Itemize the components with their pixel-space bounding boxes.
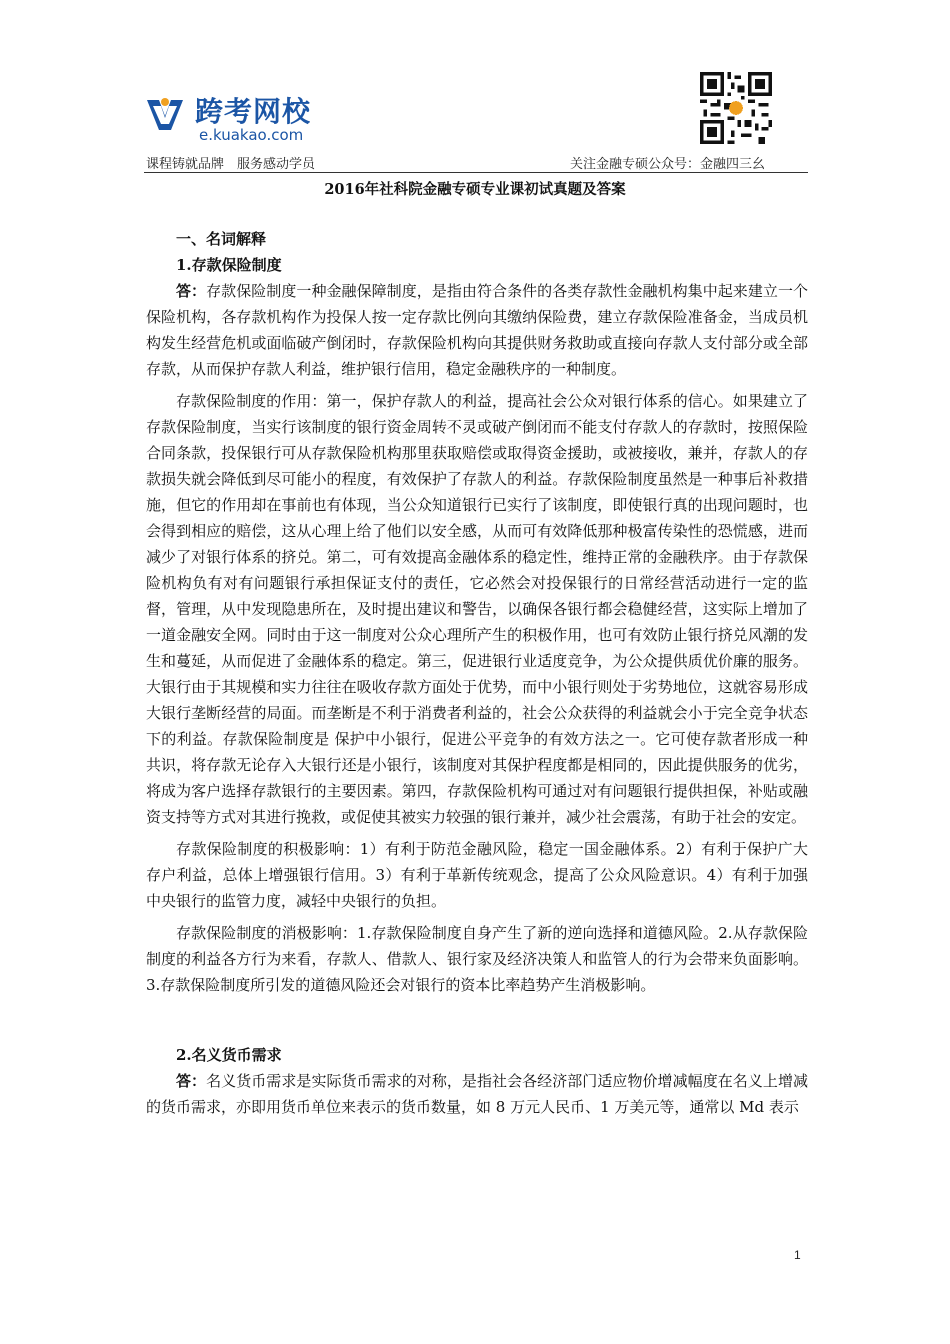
paragraph-negative-effects: 存款保险制度的消极影响：1.存款保险制度自身产生了新的逆向选择和道德风险。2.从存款保险制度的利益各方行为来看，存款人、借款人、银行家及经济决策人和监管人的行为会带来负面影响。3.存款保险制度所引发的道德风险还会对银行的资本比率趋势产生消极影响。	[146, 924, 808, 994]
answer-label: 答：	[176, 1072, 207, 1090]
answer-label: 答：	[176, 282, 207, 300]
qr-code-icon	[700, 72, 772, 144]
answer-text: 名义货币需求是实际货币需求的对称，是指社会各经济部门适应物价增减幅度在名义上增减的货币需求，亦即用货币单位来表示的货币数量，如 8 万元人民币、1 万美元等，通常以 Md 表示	[146, 1072, 808, 1116]
term-title-deposit-insurance: 1.存款保险制度	[176, 256, 282, 274]
header-divider	[144, 172, 808, 173]
header-slogan: 课程铸就品牌 服务感动学员	[146, 157, 316, 172]
answer-paragraph	[146, 278, 808, 382]
section-heading: 一、名词解释	[176, 230, 267, 248]
brand-logo	[143, 86, 343, 150]
answer-paragraph	[146, 1068, 808, 1120]
brand-url: e.kuakao.com	[199, 126, 304, 144]
header-follow-note: 关注金融专硕公众号：金融四三幺	[570, 157, 766, 172]
document-title: 2016年社科院金融专硕专业课初试真题及答案	[324, 181, 626, 198]
brand-name: 跨考网校	[195, 95, 312, 128]
kuakao-logo-icon	[143, 94, 187, 138]
document-body	[146, 226, 808, 1120]
term-title-nominal-money-demand: 2.名义货币需求	[176, 1046, 282, 1064]
paragraph-functions: 存款保险制度的作用：第一，保护存款人的利益，提高社会公众对银行体系的信心。如果建立了存款保险制度，当实行该制度的银行资金周转不灵或破产倒闭而不能支付存款人的存款时，按照保险合同条款，投保银行可从存款保险机构那里获取赔偿或取得资金援助，或被接收，兼并，存款人的存款损失就会降低到尽可能小的程度，有效保护了存款人的利益。存款保险制度虽然是一种事后补救措施，但它的作用却在事前也有体现，当公众知道银行已实行了该制度，即使银行真的出现问题时，也会得到相应的赔偿，这从心理上给了他们以安全感，从而可有效降低那种极富传染性的恐慌感，进而减少了对银行体系的挤兑。第二，可有效提高金融体系的稳定性，维持正常的金融秩序。由于存款保险机构负有对有问题银行承担保证支付的责任，它必然会对投保银行的日常经营活动进行一定的监督，管理，从中发现隐患所在，及时提出建议和警告，以确保各银行都会稳健经营，这实际上增加了一道金融安全网。同时由于这一制度对公众心理所产生的积极作用，也可有效防止银行挤兑风潮的发生和蔓延，从而促进了金融体系的稳定。第三，促进银行业适度竞争，为公众提供质优价廉的服务。大银行由于其规模和实力往往在吸收存款方面处于优势，而中小银行则处于劣势地位，这就容易形成大银行垄断经营的局面。而垄断是不利于消费者利益的，社会公众获得的利益就会小于完全竞争状态下的利益。存款保险制度是 保护中小银行，促进公平竞争的有效方法之一。它可使存款者形成一种共识，将存款无论存入大银行还是小银行，该制度对其保护程度都是相同的，因此提供服务的优劣，将成为客户选择存款银行的主要因素。第四，存款保险机构可通过对有问题银行提供担保，补贴或融资支持等方式对其进行挽救，或促使其被实力较强的银行兼并，减少社会震荡，有助于社会的安定。	[146, 392, 808, 826]
page-number: 1	[794, 1248, 801, 1262]
paragraph-positive-effects: 存款保险制度的积极影响：1）有利于防范金融风险，稳定一国金融体系。2）有利于保护广大存户利益，总体上增强银行信用。3）有利于革新传统观念，提高了公众风险意识。4）有利于加强中央银行的监管力度，减轻中央银行的负担。	[146, 840, 808, 910]
spacer	[146, 998, 808, 1042]
answer-text: 存款保险制度一种金融保障制度，是指由符合条件的各类存款性金融机构集中起来建立一个保险机构，各存款机构作为投保人按一定存款比例向其缴纳保险费，建立存款保险准备金，当成员机构发生经营危机或面临破产倒闭时，存款保险机构向其提供财务救助或直接向存款人支付部分或全部存款，从而保护存款人利益，维护银行信用，稳定金融秩序的一种制度。	[146, 282, 808, 378]
